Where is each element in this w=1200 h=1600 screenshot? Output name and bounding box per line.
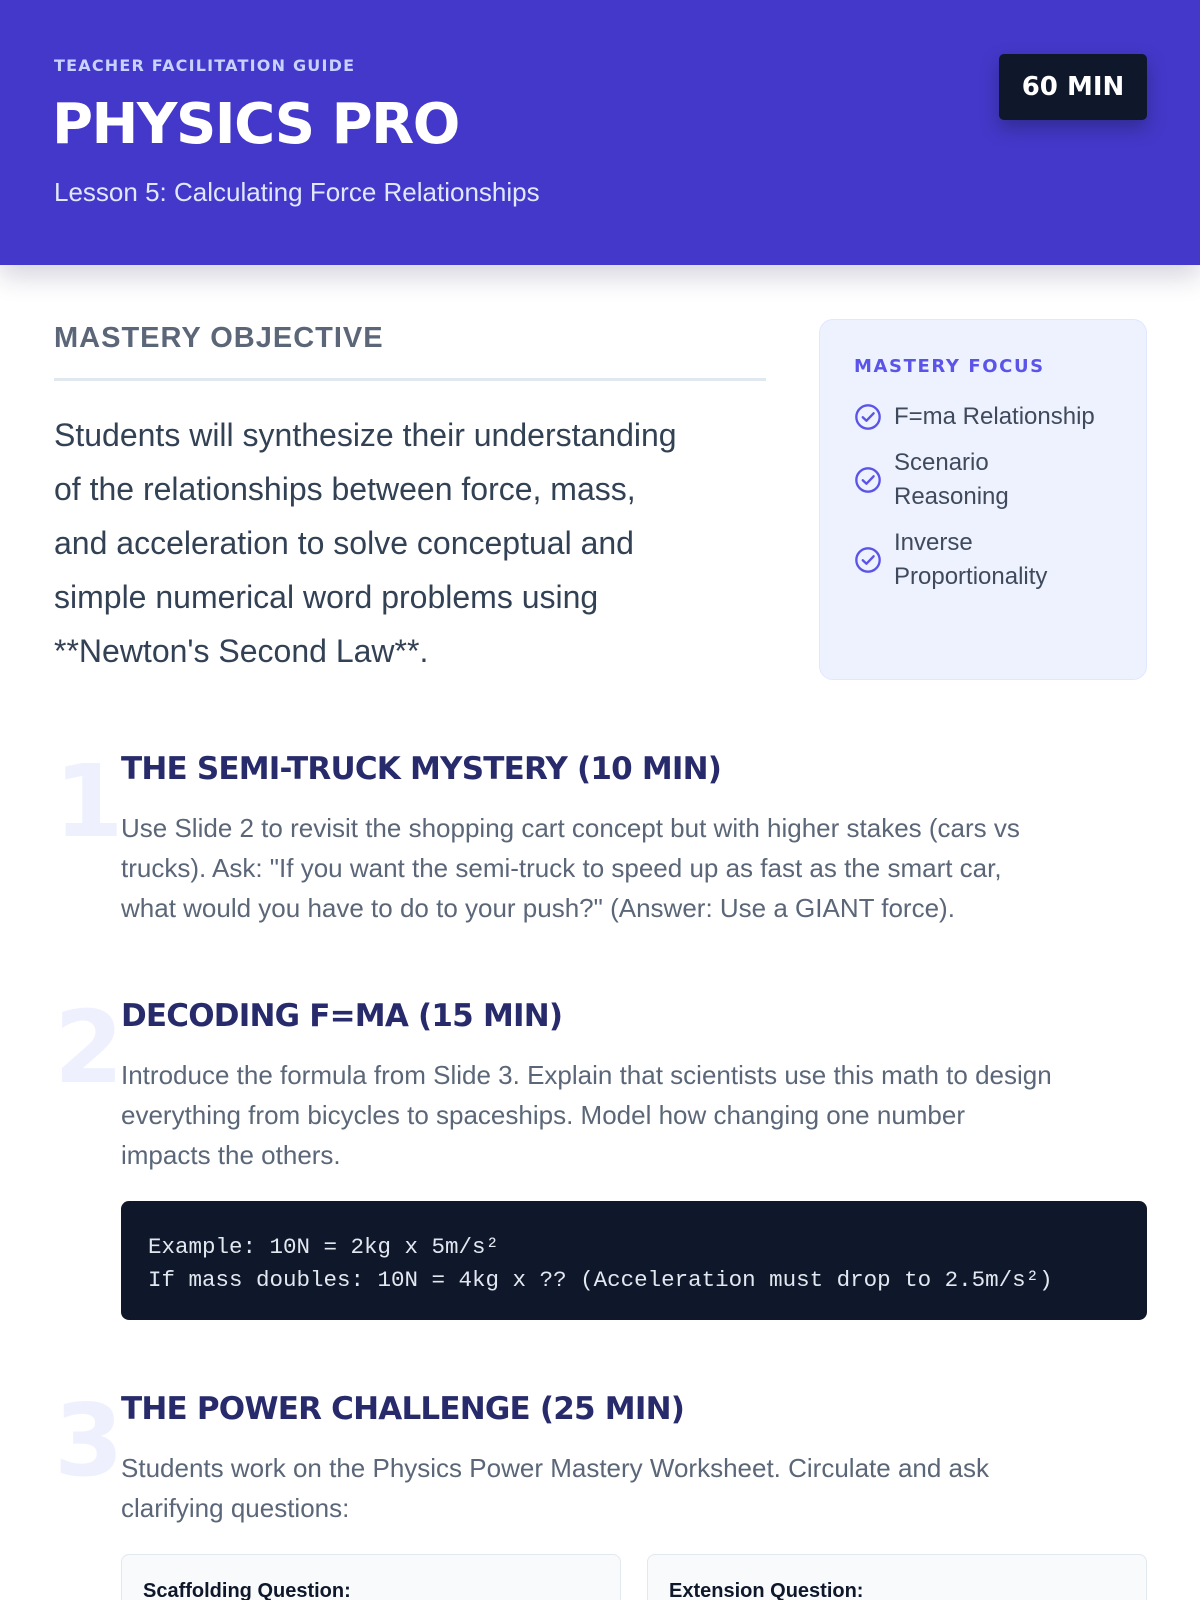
focus-item: [854, 446, 1009, 514]
step-description: Students work on the Physics Power Mastery Worksheet. Circulate and ask clarifying questions:: [121, 1453, 990, 1523]
focus-title: MASTERY FOCUS: [854, 356, 1045, 377]
focus-item-label: F=ma Relationship: [894, 403, 1095, 430]
check-circle-icon: [854, 466, 882, 494]
focus-item: [854, 526, 1047, 594]
objective-line: simple numerical word problems using: [54, 579, 599, 615]
objective-divider: [54, 378, 766, 381]
objective-line: and acceleration to solve conceptual and: [54, 525, 634, 561]
question-label: Scaffolding Question:: [143, 1580, 351, 1600]
objective-line: Students will synthesize their understanding: [54, 417, 677, 453]
objective-line: **Newton's Second Law**.: [54, 633, 429, 669]
objective-heading: MASTERY OBJECTIVE: [54, 322, 384, 354]
guide-eyebrow: TEACHER FACILITATION GUIDE: [54, 56, 356, 75]
objective-line: of the relationships between force, mass,: [54, 471, 636, 507]
mastery-focus-card: [819, 319, 1147, 680]
step-description: Introduce the formula from Slide 3. Explain that scientists use this math to design everything from bicycles to spaceships. Model how changing one number impacts the others.: [121, 1060, 1052, 1170]
lesson-header: [0, 0, 1200, 265]
formula-example-code: Example: 10N = 2kg x 5m/s² If mass doubles: 10N = 4kg x ?? (Acceleration must drop to 2.5m/s²): [121, 1201, 1147, 1320]
lesson-subtitle: Lesson 5: Calculating Force Relationships: [54, 177, 540, 207]
check-circle-icon: [854, 546, 882, 574]
check-circle-icon: [854, 403, 882, 431]
scaffolding-question-card: [121, 1554, 621, 1600]
focus-item-label: Scenario Reasoning: [894, 449, 1009, 510]
objective-text: [54, 408, 774, 678]
step-number: 1: [54, 743, 124, 860]
question-label: Extension Question:: [669, 1580, 864, 1600]
step-description: Use Slide 2 to revisit the shopping cart concept but with higher stakes (cars vs trucks). Ask: "If you want the semi-truck to speed up as fast as the smart car, what would you have to do to your push?" (Answer: Use a GIANT force).: [121, 813, 1020, 923]
step-title: THE POWER CHALLENGE (25 MIN): [121, 1391, 685, 1427]
step-number: 2: [54, 989, 124, 1106]
focus-item: [854, 400, 1095, 434]
step-title: DECODING F=MA (15 MIN): [121, 998, 563, 1034]
extension-question-card: [647, 1554, 1147, 1600]
duration-badge: 60 MIN: [999, 54, 1147, 120]
focus-item-label: Inverse Proportionality: [894, 529, 1048, 590]
step-number: 3: [54, 1382, 124, 1499]
step-title: THE SEMI-TRUCK MYSTERY (10 MIN): [121, 751, 722, 787]
page-title: PHYSICS PRO: [52, 92, 459, 157]
